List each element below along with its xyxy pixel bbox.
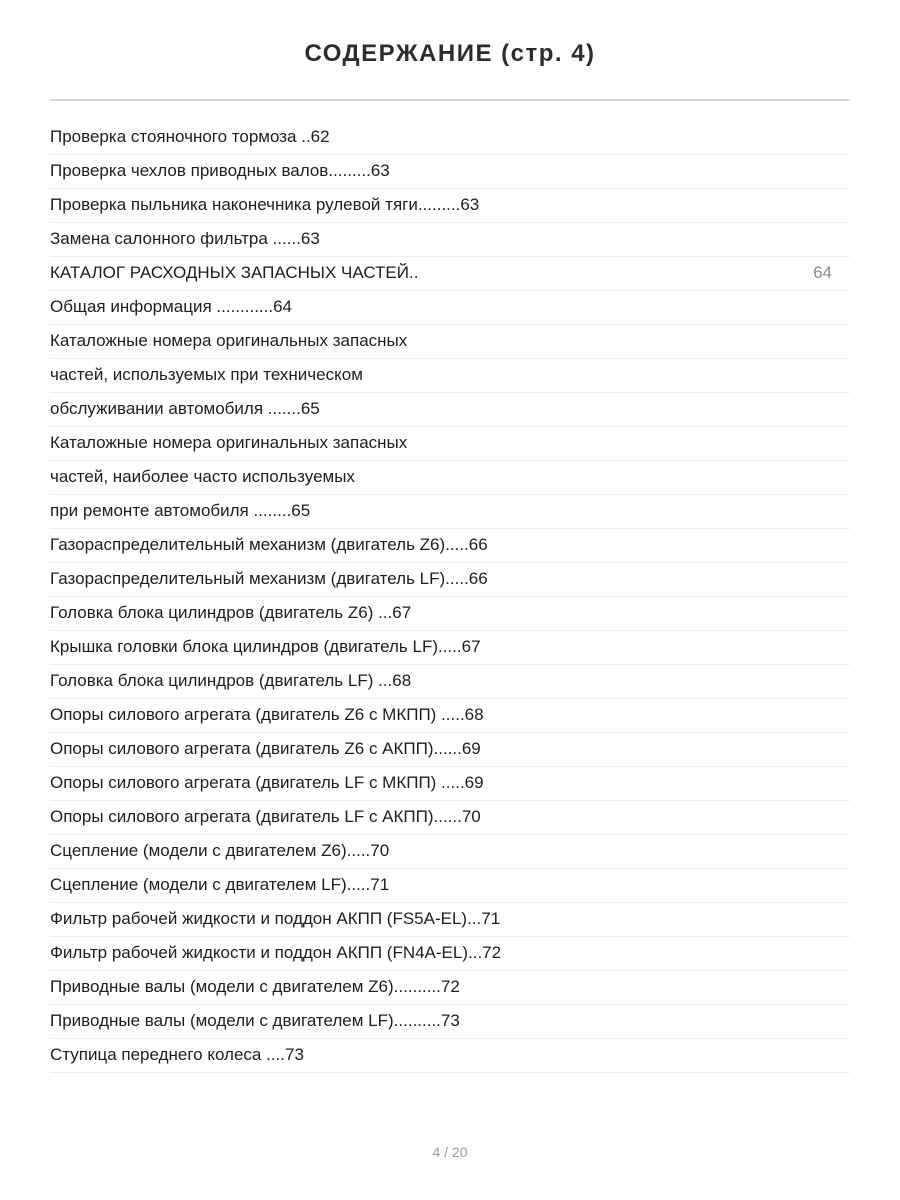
toc-entry[interactable]	[50, 563, 850, 597]
toc-entry-page-number: 64	[813, 263, 832, 282]
toc-entry-text: Проверка пыльника наконечника рулевой тяги.........63	[50, 195, 480, 214]
toc-entry[interactable]	[50, 291, 850, 325]
toc-entry[interactable]	[50, 631, 850, 665]
toc-entry-text: Ступица переднего колеса ....73	[50, 1045, 304, 1064]
toc-entry[interactable]	[50, 767, 850, 801]
toc-list	[50, 121, 850, 1073]
toc-entry-text: Проверка чехлов приводных валов.........63	[50, 161, 390, 180]
toc-entry-text: КАТАЛОГ РАСХОДНЫХ ЗАПАСНЫХ ЧАСТЕЙ..	[50, 263, 419, 282]
toc-entry[interactable]	[50, 325, 850, 359]
toc-entry[interactable]	[50, 257, 850, 291]
toc-entry[interactable]	[50, 733, 850, 767]
toc-entry-text: Головка блока цилиндров (двигатель LF) ...68	[50, 671, 412, 690]
toc-entry-text: Каталожные номера оригинальных запасных	[50, 433, 408, 452]
toc-entry[interactable]	[50, 223, 850, 257]
toc-entry-text: Фильтр рабочей жидкости и поддон АКПП (FN4A-EL)...72	[50, 943, 502, 962]
toc-entry[interactable]	[50, 835, 850, 869]
toc-entry[interactable]	[50, 427, 850, 461]
toc-entry[interactable]	[50, 155, 850, 189]
toc-entry-text: Газораспределительный механизм (двигатель LF).....66	[50, 569, 488, 588]
toc-entry[interactable]	[50, 529, 850, 563]
toc-entry-text: Приводные валы (модели с двигателем LF)..........73	[50, 1011, 460, 1030]
toc-entry[interactable]	[50, 801, 850, 835]
toc-entry-text: Опоры силового агрегата (двигатель LF с АКПП)......70	[50, 807, 481, 826]
toc-entry[interactable]	[50, 495, 850, 529]
toc-entry[interactable]	[50, 1005, 850, 1039]
page-indicator: 4 / 20	[432, 1144, 468, 1160]
toc-entry[interactable]	[50, 597, 850, 631]
toc-entry-text: Опоры силового агрегата (двигатель Z6 с АКПП)......69	[50, 739, 481, 758]
toc-entry[interactable]	[50, 121, 850, 155]
toc-entry[interactable]	[50, 971, 850, 1005]
toc-entry[interactable]	[50, 869, 850, 903]
toc-entry-text: Крышка головки блока цилиндров (двигатель LF).....67	[50, 637, 481, 656]
toc-entry-text: Сцепление (модели с двигателем Z6).....70	[50, 841, 390, 860]
toc-entry[interactable]	[50, 665, 850, 699]
toc-entry-text: Фильтр рабочей жидкости и поддон АКПП (FS5A-EL)...71	[50, 909, 501, 928]
toc-entry-text: Головка блока цилиндров (двигатель Z6) ...67	[50, 603, 412, 622]
toc-entry[interactable]	[50, 699, 850, 733]
toc-entry-text: Сцепление (модели с двигателем LF).....71	[50, 875, 390, 894]
toc-entry[interactable]	[50, 1039, 850, 1073]
toc-entry-text: при ремонте автомобиля ........65	[50, 501, 311, 520]
toc-entry-text: Проверка стояночного тормоза ..62	[50, 127, 330, 146]
toc-entry-text: частей, наиболее часто используемых	[50, 467, 355, 486]
toc-entry[interactable]	[50, 937, 850, 971]
toc-entry-text: Каталожные номера оригинальных запасных	[50, 331, 408, 350]
toc-entry[interactable]	[50, 189, 850, 223]
toc-entry[interactable]	[50, 461, 850, 495]
toc-entry-text: Общая информация ............64	[50, 297, 293, 316]
page-title: СОДЕРЖАНИЕ (стр. 4)	[304, 40, 596, 67]
toc-entry-text: Газораспределительный механизм (двигатель Z6).....66	[50, 535, 488, 554]
toc-entry-text: Замена салонного фильтра ......63	[50, 229, 320, 248]
toc-entry-text: обслуживании автомобиля .......65	[50, 399, 320, 418]
toc-entry[interactable]	[50, 359, 850, 393]
toc-entry[interactable]	[50, 393, 850, 427]
title-divider	[50, 99, 850, 101]
toc-entry[interactable]	[50, 903, 850, 937]
toc-entry-text: Приводные валы (модели с двигателем Z6)..........72	[50, 977, 460, 996]
toc-entry-text: Опоры силового агрегата (двигатель Z6 с МКПП) .....68	[50, 705, 484, 724]
toc-entry-text: частей, используемых при техническом	[50, 365, 363, 384]
toc-entry-text: Опоры силового агрегата (двигатель LF с МКПП) .....69	[50, 773, 484, 792]
